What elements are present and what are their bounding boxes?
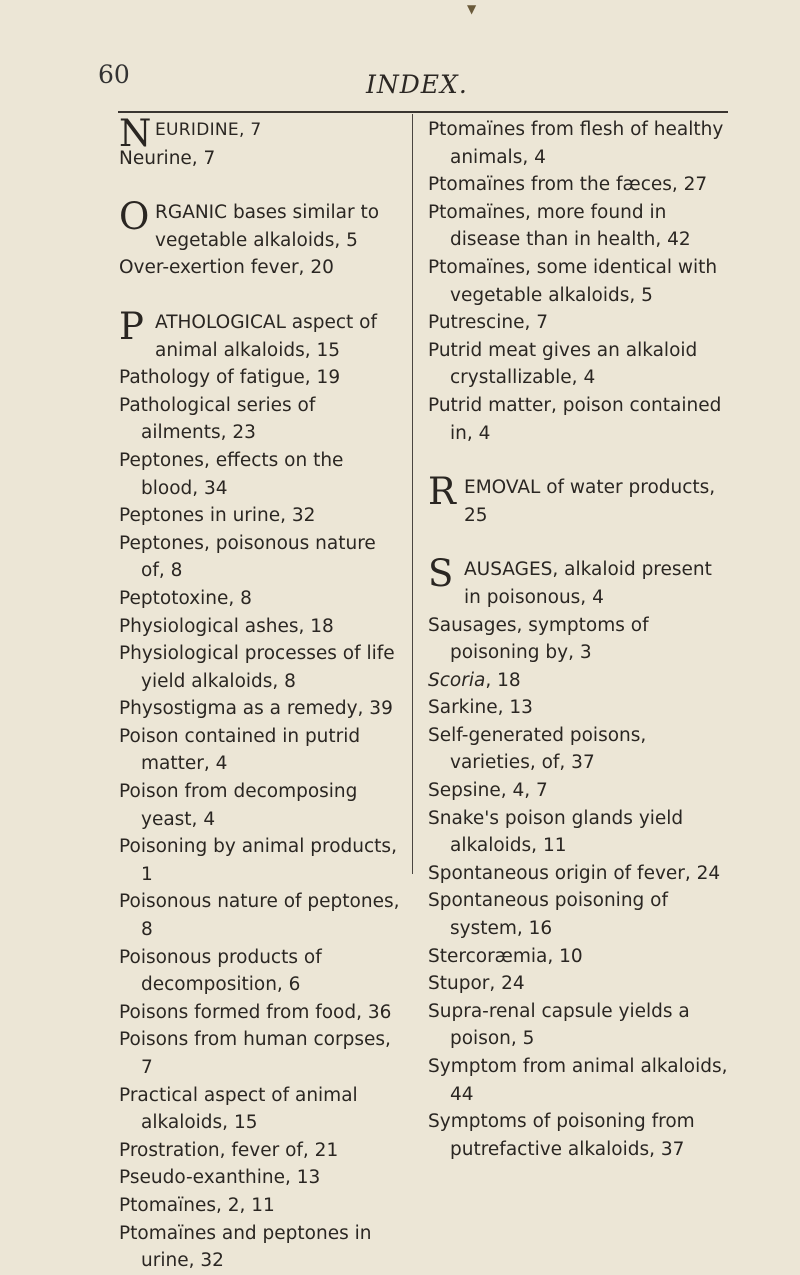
index-entry: Poisons from human corpses, 7 bbox=[119, 1029, 391, 1078]
index-entry: Sausages, symptoms of poisoning by, 3 bbox=[428, 614, 649, 664]
drop-cap-n: N bbox=[119, 112, 152, 155]
header-rule bbox=[118, 111, 728, 113]
right-column bbox=[428, 116, 728, 1163]
index-entry-pathological: P ATHOLOGICAL aspect of animal alkaloids, 15 bbox=[119, 304, 377, 361]
index-entry: Over-exertion fever, 20 bbox=[119, 257, 334, 279]
index-entry: Peptones, effects on the blood, 34 bbox=[119, 449, 344, 499]
index-entry: Pseudo-exanthine, 13 bbox=[119, 1167, 321, 1189]
index-entry: Neurine, 7 bbox=[119, 147, 216, 169]
index-entry: Poisonous products of decomposition, 6 bbox=[119, 946, 322, 996]
index-entry: Self-generated poisons, varieties, of, 37 bbox=[428, 724, 647, 774]
index-entry: Ptomaïnes, some identical with vegetable alkaloids, 5 bbox=[428, 256, 718, 306]
index-entry: Spontaneous poisoning of system, 16 bbox=[428, 890, 668, 940]
index-entry: Ptomaïnes, 2, 11 bbox=[119, 1194, 275, 1216]
index-entry-organic: O RGANIC bases similar to vegetable alkaloids, 5 bbox=[119, 195, 380, 251]
index-entry: Spontaneous origin of fever, 24 bbox=[428, 862, 721, 884]
index-entry: Poisons formed from food, 36 bbox=[119, 1001, 392, 1023]
index-entry: Ptomaïnes from flesh of healthy animals, 4 bbox=[428, 119, 724, 168]
index-entry: Symptom from animal alkaloids, 44 bbox=[428, 1056, 728, 1105]
column-divider bbox=[412, 114, 413, 874]
page-number: 60 bbox=[98, 60, 130, 89]
index-entry: Physiological ashes, 18 bbox=[119, 615, 334, 637]
drop-cap-r: R bbox=[428, 470, 456, 514]
index-entry: Peptones, poisonous nature of, 8 bbox=[119, 532, 376, 582]
index-entry: Ptomaïnes and peptones in urine, 32 bbox=[119, 1222, 372, 1272]
index-entry: Physostigma as a remedy, 39 bbox=[119, 698, 393, 720]
index-entry: Peptones in urine, 32 bbox=[119, 505, 316, 527]
index-entry: Practical aspect of animal alkaloids, 15 bbox=[119, 1084, 358, 1134]
index-entry: Stupor, 24 bbox=[428, 973, 525, 995]
index-entry: Poison from decomposing yeast, 4 bbox=[119, 781, 358, 830]
index-entry: Poisonous nature of peptones, 8 bbox=[119, 891, 400, 941]
index-entry: Stercoræmia, 10 bbox=[428, 945, 583, 967]
index-entry: Putrescine, 7 bbox=[428, 312, 548, 334]
index-entry: Prostration, fever of, 21 bbox=[119, 1139, 339, 1161]
index-entry: Peptotoxine, 8 bbox=[119, 587, 252, 609]
drop-cap-p: P bbox=[119, 304, 144, 348]
index-entry: Sepsine, 4, 7 bbox=[428, 780, 548, 802]
running-head: INDEX. bbox=[366, 70, 468, 99]
index-entry: Poisoning by animal products, 1 bbox=[119, 836, 397, 885]
index-entry: Sarkine, 13 bbox=[428, 697, 533, 719]
index-entry: Supra-renal capsule yields a poison, 5 bbox=[428, 1000, 690, 1050]
left-column bbox=[119, 112, 404, 1275]
index-entry: Snake's poison glands yield alkaloids, 11 bbox=[428, 807, 684, 857]
index-entry-sausages: S AUSAGES, alkaloid present in poisonous, 4 bbox=[428, 552, 712, 608]
index-entry-scoria: Scoria, 18 bbox=[428, 669, 521, 691]
index-entry: Putrid matter, poison contained in, 4 bbox=[428, 394, 722, 444]
drop-cap-o: O bbox=[119, 195, 150, 239]
index-entry: Poison contained in putrid matter, 4 bbox=[119, 725, 361, 775]
index-entry: Pathology of fatigue, 19 bbox=[119, 367, 341, 389]
index-entry: Physiological processes of life yield alkaloids, 8 bbox=[119, 643, 395, 692]
index-entry: Pathological series of ailments, 23 bbox=[119, 394, 316, 444]
index-entry: Symptoms of poisoning from putrefactive alkaloids, 37 bbox=[428, 1111, 695, 1160]
index-entry: Putrid meat gives an alkaloid crystallizable, 4 bbox=[428, 339, 698, 389]
printer-mark: ▼ bbox=[467, 2, 477, 16]
index-entry: Ptomaïnes from the fæces, 27 bbox=[428, 174, 708, 196]
index-entry: Ptomaïnes, more found in disease than in health, 42 bbox=[428, 201, 691, 251]
index-entry-neuridine: N EURIDINE, 7 bbox=[119, 112, 262, 155]
index-entry-removal: R EMOVAL of water products, 25 bbox=[428, 470, 716, 526]
drop-cap-s: S bbox=[428, 552, 454, 596]
